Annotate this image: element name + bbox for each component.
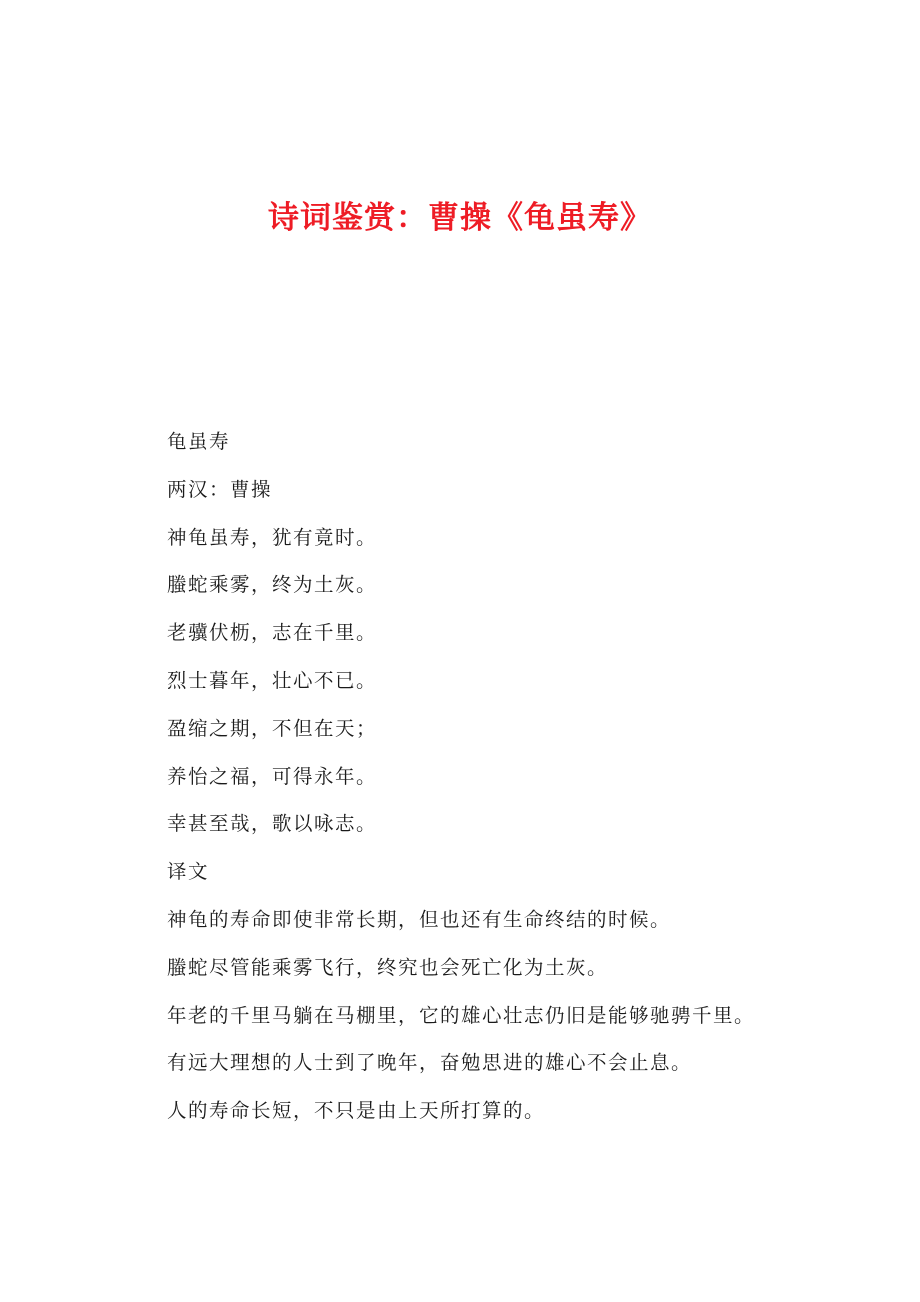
translation-line: 有远大理想的人士到了晚年，奋勉思进的雄心不会止息。: [167, 1051, 693, 1075]
poem-line: 螣蛇乘雾，终为土灰。: [167, 573, 378, 597]
translation-heading: 译文: [167, 860, 210, 884]
document-body: [167, 418, 867, 1135]
document-title: 诗词鉴赏：曹操《龟虽寿》: [268, 200, 652, 236]
poem-line: 神龟虽寿，犹有竟时。: [167, 525, 378, 549]
poem-line: 幸甚至哉，歌以咏志。: [167, 812, 378, 836]
poem-title: 龟虽寿: [167, 430, 231, 453]
translation-line: 人的寿命长短，不只是由上天所打算的。: [167, 1099, 546, 1123]
poem-line: 养怡之福，可得永年。: [167, 764, 378, 788]
poem-line: 烈士暮年，壮心不已。: [167, 668, 378, 692]
poem-line: 盈缩之期，不但在天；: [167, 716, 378, 740]
translation-line: 螣蛇尽管能乘雾飞行，终究也会死亡化为土灰。: [167, 955, 609, 979]
translation-line: 神龟的寿命即使非常长期，但也还有生命终结的时候。: [167, 907, 672, 931]
translation-line: 年老的千里马躺在马棚里，它的雄心壮志仍旧是能够驰骋千里。: [167, 1003, 756, 1027]
author-line: 两汉：曹操: [167, 477, 273, 501]
poem-line: 老骥伏枥，志在千里。: [167, 621, 378, 645]
